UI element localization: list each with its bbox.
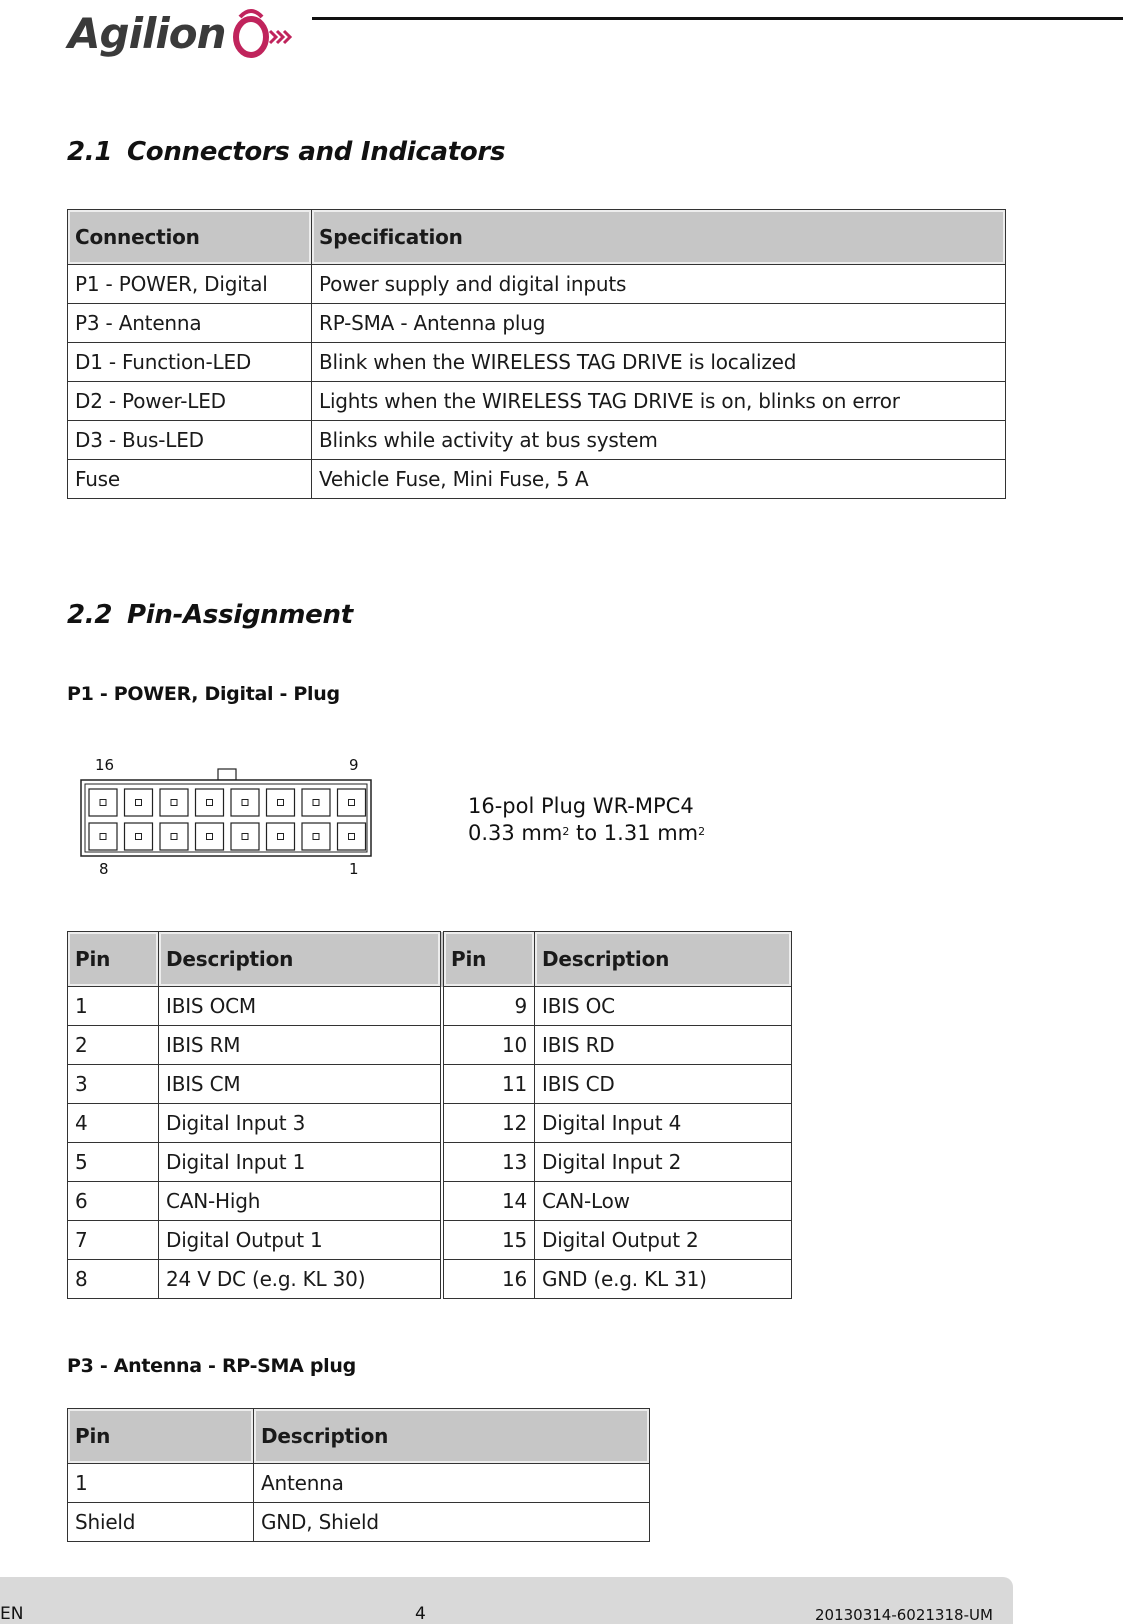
cell: CAN-Low	[535, 1182, 792, 1221]
table-row	[68, 1104, 792, 1143]
plug-label-top-right: 9	[349, 756, 359, 774]
cell: 13	[442, 1143, 535, 1182]
cell: 1	[68, 1464, 254, 1503]
footer-page-number: 4	[415, 1604, 426, 1624]
agilion-logo	[68, 0, 294, 66]
logo-wordmark: Agilion	[68, 8, 226, 58]
cell: IBIS CD	[535, 1065, 792, 1104]
plug-pin-contact	[136, 834, 142, 840]
table-row	[68, 987, 792, 1026]
cell: D2 - Power-LED	[68, 382, 312, 421]
cell: 4	[68, 1104, 159, 1143]
cell: GND (e.g. KL 31)	[535, 1260, 792, 1299]
section-title: Pin-Assignment	[127, 600, 353, 630]
column-header-description: Description	[159, 932, 443, 987]
table-row	[68, 1065, 792, 1104]
antenna-table	[67, 1408, 650, 1542]
pin-assignment-table	[67, 931, 792, 1299]
plug-pin-contact	[313, 834, 319, 840]
cell: Lights when the WIRELESS TAG DRIVE is on, blinks on error	[312, 382, 1006, 421]
plug-caption-type: 16-pol Plug WR-MPC4	[468, 794, 694, 818]
cell: IBIS CM	[159, 1065, 443, 1104]
plug-label-bottom-right: 1	[349, 860, 359, 878]
cell: 2	[68, 1026, 159, 1065]
table-row	[68, 421, 1006, 460]
plug-pin-contact	[100, 800, 106, 806]
plug-pin-contact	[207, 834, 213, 840]
p3-antenna-heading: P3 - Antenna - RP-SMA plug	[67, 1355, 356, 1377]
cell: Digital Input 4	[535, 1104, 792, 1143]
cell: Power supply and digital inputs	[312, 265, 1006, 304]
header-rule	[312, 17, 1123, 20]
plug-pin-contact	[136, 800, 142, 806]
footer-language: EN	[0, 1604, 24, 1624]
cell: 1	[68, 987, 159, 1026]
table-row	[68, 265, 1006, 304]
section-number: 2.2	[67, 600, 113, 630]
p1-plug-heading: P1 - POWER, Digital - Plug	[67, 683, 340, 705]
cell: Digital Output 1	[159, 1221, 443, 1260]
table-row	[68, 1464, 650, 1503]
plug-pin-contact	[100, 834, 106, 840]
section-title: Connectors and Indicators	[127, 137, 506, 167]
caption-sup: 2	[698, 825, 706, 838]
plug-pin-contact	[171, 834, 177, 840]
cell: 8	[68, 1260, 159, 1299]
column-header-description: Description	[254, 1409, 650, 1464]
table-row	[68, 1221, 792, 1260]
table-row	[68, 460, 1006, 499]
cell: 12	[442, 1104, 535, 1143]
section-heading-pin-assignment	[67, 600, 353, 630]
cell: Antenna	[254, 1464, 650, 1503]
connectors-table	[67, 209, 1006, 499]
table-header-row	[68, 1409, 650, 1464]
plug-pin-contact	[242, 834, 248, 840]
cell: GND, Shield	[254, 1503, 650, 1542]
cell: 6	[68, 1182, 159, 1221]
cell: IBIS RM	[159, 1026, 443, 1065]
cell: IBIS RD	[535, 1026, 792, 1065]
table-header-row	[68, 210, 1006, 265]
cell: 24 V DC (e.g. KL 30)	[159, 1260, 443, 1299]
table-row	[68, 1260, 792, 1299]
plug-pin-contact	[349, 834, 355, 840]
plug-label-bottom-left: 8	[99, 860, 109, 878]
section-heading-connectors	[67, 137, 505, 167]
cell: Digital Input 2	[535, 1143, 792, 1182]
cell: IBIS OC	[535, 987, 792, 1026]
table-row	[68, 343, 1006, 382]
cell: 3	[68, 1065, 159, 1104]
caption-part: to 1.31 mm	[569, 821, 699, 845]
cell: D1 - Function-LED	[68, 343, 312, 382]
plug-pin-contact	[171, 800, 177, 806]
column-header-description: Description	[535, 932, 792, 987]
plug-pin-contact	[313, 800, 319, 806]
section-number: 2.1	[67, 137, 113, 167]
cell: Digital Output 2	[535, 1221, 792, 1260]
cell: 15	[442, 1221, 535, 1260]
table-row	[68, 304, 1006, 343]
column-header-pin: Pin	[68, 932, 159, 987]
cell: 9	[442, 987, 535, 1026]
column-header-connection: Connection	[68, 210, 312, 265]
footer-doc-id: 20130314-6021318-UM	[815, 1606, 993, 1624]
cell: Digital Input 1	[159, 1143, 443, 1182]
column-header-pin: Pin	[442, 932, 535, 987]
cell: 11	[442, 1065, 535, 1104]
cell: 7	[68, 1221, 159, 1260]
cell: Blinks while activity at bus system	[312, 421, 1006, 460]
table-row	[68, 1143, 792, 1182]
cell: Vehicle Fuse, Mini Fuse, 5 A	[312, 460, 1006, 499]
plug-pin-contact	[278, 834, 284, 840]
cell: Shield	[68, 1503, 254, 1542]
cell: D3 - Bus-LED	[68, 421, 312, 460]
column-header-specification: Specification	[312, 210, 1006, 265]
cell: Blink when the WIRELESS TAG DRIVE is localized	[312, 343, 1006, 382]
cell: P3 - Antenna	[68, 304, 312, 343]
plug-pin-contact	[207, 800, 213, 806]
cell: Fuse	[68, 460, 312, 499]
cell: RP-SMA - Antenna plug	[312, 304, 1006, 343]
table-row	[68, 1026, 792, 1065]
cell: P1 - POWER, Digital	[68, 265, 312, 304]
plug-latch	[218, 769, 236, 780]
caption-sup: 2	[562, 825, 570, 838]
table-row	[68, 1503, 650, 1542]
cell: 5	[68, 1143, 159, 1182]
column-header-pin: Pin	[68, 1409, 254, 1464]
table-row	[68, 382, 1006, 421]
cell: CAN-High	[159, 1182, 443, 1221]
plug-diagram	[75, 755, 395, 885]
plug-pin-contact	[349, 800, 355, 806]
table-row	[68, 1182, 792, 1221]
table-header-row	[68, 932, 792, 987]
plug-caption	[468, 793, 705, 847]
cell: Digital Input 3	[159, 1104, 443, 1143]
logo-signal-icon	[232, 7, 294, 63]
cell: 10	[442, 1026, 535, 1065]
plug-pin-contact	[278, 800, 284, 806]
cell: 14	[442, 1182, 535, 1221]
caption-part: 0.33 mm	[468, 821, 563, 845]
plug-label-top-left: 16	[95, 756, 115, 774]
plug-caption-wire-size	[468, 820, 705, 847]
cell: 16	[442, 1260, 535, 1299]
cell: IBIS OCM	[159, 987, 443, 1026]
plug-pin-contact	[242, 800, 248, 806]
